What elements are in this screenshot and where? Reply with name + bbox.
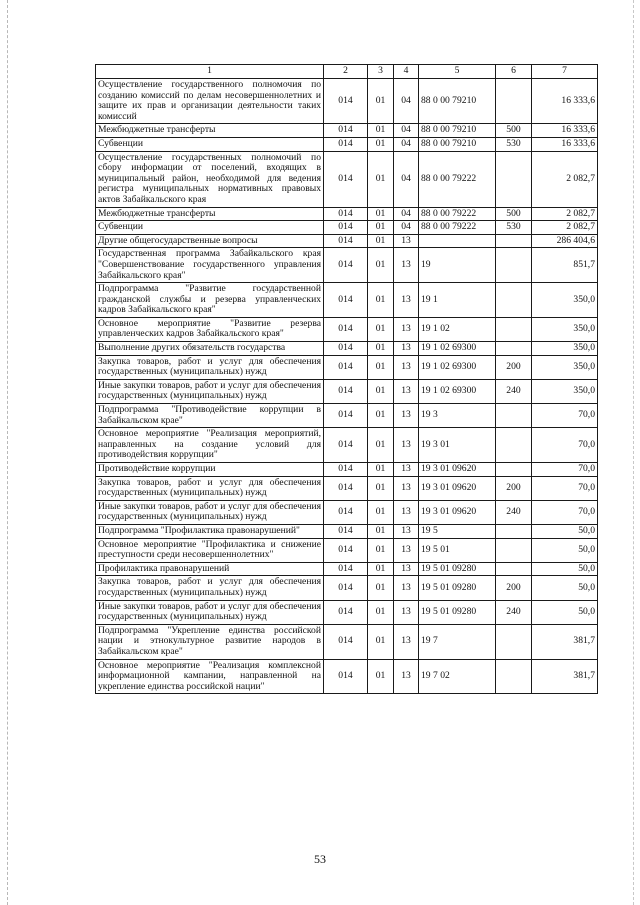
- row-ministry-code: 014: [324, 404, 368, 428]
- table-row: [96, 379, 598, 403]
- row-amount: 350,0: [532, 317, 598, 341]
- row-name: Основное мероприятие "Развитие резерва управленческих кадров Забайкальского края": [96, 317, 324, 341]
- row-target-article: 19 1 02: [419, 317, 496, 341]
- row-subsection: 13: [394, 379, 419, 403]
- row-expense-type: [496, 248, 532, 283]
- row-section: 01: [368, 600, 394, 624]
- row-name: Подпрограмма "Развитие государственной гражданской службы и резерва управленческих кадров Забайкальского края": [96, 283, 324, 318]
- table-row: [96, 624, 598, 659]
- row-section: 01: [368, 137, 394, 151]
- table-row: [96, 124, 598, 138]
- row-target-article: 19 5 01 09280: [419, 562, 496, 576]
- row-target-article: [419, 234, 496, 248]
- row-amount: 70,0: [532, 476, 598, 500]
- row-target-article: 19 3 01: [419, 428, 496, 463]
- table-row: [96, 463, 598, 477]
- header-col-3: 3: [368, 65, 394, 79]
- row-name: Противодействие коррупции: [96, 463, 324, 477]
- row-ministry-code: 014: [324, 500, 368, 524]
- row-ministry-code: 014: [324, 342, 368, 356]
- row-ministry-code: 014: [324, 355, 368, 379]
- row-target-article: 19 1 02 69300: [419, 355, 496, 379]
- row-target-article: 88 0 00 79222: [419, 207, 496, 221]
- row-ministry-code: 014: [324, 576, 368, 600]
- row-amount: 2 082,7: [532, 207, 598, 221]
- row-ministry-code: 014: [324, 476, 368, 500]
- row-section: 01: [368, 538, 394, 562]
- row-expense-type: 530: [496, 221, 532, 235]
- row-amount: 350,0: [532, 379, 598, 403]
- row-target-article: 19: [419, 248, 496, 283]
- row-section: 01: [368, 428, 394, 463]
- row-name: Выполнение других обязательств государства: [96, 342, 324, 356]
- row-ministry-code: 014: [324, 151, 368, 207]
- row-name: Подпрограмма "Противодействие коррупции в Забайкальском крае": [96, 404, 324, 428]
- row-subsection: 13: [394, 624, 419, 659]
- row-ministry-code: 014: [324, 283, 368, 318]
- row-target-article: 88 0 00 79210: [419, 79, 496, 124]
- row-target-article: 19 1 02 69300: [419, 342, 496, 356]
- row-target-article: 19 5: [419, 524, 496, 538]
- row-subsection: 13: [394, 538, 419, 562]
- row-subsection: 04: [394, 124, 419, 138]
- row-amount: 851,7: [532, 248, 598, 283]
- row-expense-type: [496, 428, 532, 463]
- table-row: [96, 562, 598, 576]
- row-section: 01: [368, 342, 394, 356]
- row-expense-type: [496, 562, 532, 576]
- row-expense-type: [496, 463, 532, 477]
- row-amount: 70,0: [532, 500, 598, 524]
- row-ministry-code: 014: [324, 538, 368, 562]
- table-row: [96, 500, 598, 524]
- row-amount: 70,0: [532, 428, 598, 463]
- row-section: 01: [368, 404, 394, 428]
- row-name: Подпрограмма "Укрепление единства российской нации и этнокультурное развитие народов в Забайкальском крае": [96, 624, 324, 659]
- row-amount: 350,0: [532, 342, 598, 356]
- row-expense-type: [496, 317, 532, 341]
- header-col-4: 4: [394, 65, 419, 79]
- header-col-6: 6: [496, 65, 532, 79]
- table-row: [96, 317, 598, 341]
- row-subsection: 04: [394, 151, 419, 207]
- table-row: [96, 524, 598, 538]
- row-subsection: 13: [394, 355, 419, 379]
- row-section: 01: [368, 124, 394, 138]
- row-target-article: 19 3 01 09620: [419, 476, 496, 500]
- row-ministry-code: 014: [324, 524, 368, 538]
- row-target-article: 19 1 02 69300: [419, 379, 496, 403]
- row-subsection: 04: [394, 207, 419, 221]
- row-expense-type: [496, 234, 532, 248]
- row-target-article: 19 7: [419, 624, 496, 659]
- row-amount: 50,0: [532, 600, 598, 624]
- row-section: 01: [368, 283, 394, 318]
- row-name: Субвенции: [96, 221, 324, 235]
- row-name: Закупка товаров, работ и услуг для обеспечения государственных (муниципальных) нужд: [96, 576, 324, 600]
- row-ministry-code: 014: [324, 207, 368, 221]
- table-row: [96, 576, 598, 600]
- row-section: 01: [368, 207, 394, 221]
- row-target-article: 19 5 01 09280: [419, 600, 496, 624]
- row-subsection: 13: [394, 476, 419, 500]
- table-row: [96, 151, 598, 207]
- row-ministry-code: 014: [324, 624, 368, 659]
- header-col-7: 7: [532, 65, 598, 79]
- row-amount: 16 333,6: [532, 79, 598, 124]
- row-section: 01: [368, 576, 394, 600]
- row-section: 01: [368, 221, 394, 235]
- table-row: [96, 600, 598, 624]
- row-expense-type: 240: [496, 500, 532, 524]
- row-subsection: 13: [394, 500, 419, 524]
- row-subsection: 13: [394, 234, 419, 248]
- row-ministry-code: 014: [324, 379, 368, 403]
- row-amount: 50,0: [532, 538, 598, 562]
- row-target-article: 88 0 00 79222: [419, 151, 496, 207]
- row-expense-type: 240: [496, 379, 532, 403]
- row-name: Осуществление государственных полномочий по сбору информации от поселений, входящих в муниципальный район, необходимой для ведения регистра муниципальных нормативных правовых актов Забайкальского края: [96, 151, 324, 207]
- row-section: 01: [368, 463, 394, 477]
- row-subsection: 13: [394, 576, 419, 600]
- table-row: [96, 207, 598, 221]
- row-amount: 50,0: [532, 562, 598, 576]
- row-target-article: 19 1: [419, 283, 496, 318]
- row-amount: 381,7: [532, 624, 598, 659]
- table-row: [96, 428, 598, 463]
- row-section: 01: [368, 500, 394, 524]
- row-name: Основное мероприятие "Реализация комплексной информационной кампании, направленной на укрепление единства российской нации": [96, 659, 324, 694]
- row-expense-type: 200: [496, 576, 532, 600]
- row-ministry-code: 014: [324, 463, 368, 477]
- table-row: [96, 404, 598, 428]
- row-name: Субвенции: [96, 137, 324, 151]
- row-subsection: 04: [394, 137, 419, 151]
- row-amount: 70,0: [532, 463, 598, 477]
- row-name: Подпрограмма "Профилактика правонарушений": [96, 524, 324, 538]
- row-expense-type: [496, 624, 532, 659]
- row-ministry-code: 014: [324, 234, 368, 248]
- row-name: Осуществление государственного полномочия по созданию комиссий по делам несовершеннолетних и защите их прав и организации деятельности таких комиссий: [96, 79, 324, 124]
- header-col-2: 2: [324, 65, 368, 79]
- row-target-article: 19 3: [419, 404, 496, 428]
- row-name: Иные закупки товаров, работ и услуг для обеспечения государственных (муниципальных) нужд: [96, 379, 324, 403]
- row-name: Иные закупки товаров, работ и услуг для обеспечения государственных (муниципальных) нужд: [96, 500, 324, 524]
- row-subsection: 13: [394, 283, 419, 318]
- row-name: Основное мероприятие "Реализация мероприятий, направленных на создание условий для противодействия коррупции": [96, 428, 324, 463]
- row-expense-type: [496, 538, 532, 562]
- row-expense-type: 240: [496, 600, 532, 624]
- row-section: 01: [368, 562, 394, 576]
- table-row: [96, 355, 598, 379]
- table-row: [96, 342, 598, 356]
- row-ministry-code: 014: [324, 248, 368, 283]
- row-section: 01: [368, 248, 394, 283]
- row-expense-type: [496, 404, 532, 428]
- row-subsection: 13: [394, 562, 419, 576]
- row-expense-type: 200: [496, 476, 532, 500]
- row-expense-type: [496, 151, 532, 207]
- row-subsection: 13: [394, 659, 419, 694]
- row-section: 01: [368, 79, 394, 124]
- row-name: Государственная программа Забайкальского края "Совершенствование государственного управления Забайкальского края": [96, 248, 324, 283]
- header-col-1: 1: [96, 65, 324, 79]
- table-row: [96, 79, 598, 124]
- table-row: [96, 248, 598, 283]
- row-ministry-code: 014: [324, 428, 368, 463]
- row-name: Другие общегосударственные вопросы: [96, 234, 324, 248]
- row-name: Основное мероприятие "Профилактика и снижение преступности среди несовершеннолетних": [96, 538, 324, 562]
- row-subsection: 13: [394, 248, 419, 283]
- row-expense-type: [496, 283, 532, 318]
- row-ministry-code: 014: [324, 317, 368, 341]
- row-expense-type: [496, 79, 532, 124]
- row-amount: 16 333,6: [532, 124, 598, 138]
- row-target-article: 88 0 00 79210: [419, 137, 496, 151]
- row-name: Закупка товаров, работ и услуг для обеспечения государственных (муниципальных) нужд: [96, 355, 324, 379]
- row-ministry-code: 014: [324, 659, 368, 694]
- budget-table: [95, 64, 598, 694]
- row-section: 01: [368, 624, 394, 659]
- row-target-article: 19 3 01 09620: [419, 463, 496, 477]
- table-row: [96, 234, 598, 248]
- row-section: 01: [368, 476, 394, 500]
- row-subsection: 04: [394, 221, 419, 235]
- row-subsection: 13: [394, 463, 419, 477]
- row-section: 01: [368, 659, 394, 694]
- row-ministry-code: 014: [324, 221, 368, 235]
- header-col-5: 5: [419, 65, 496, 79]
- table-row: [96, 221, 598, 235]
- row-subsection: 13: [394, 317, 419, 341]
- table-row: [96, 137, 598, 151]
- row-subsection: 04: [394, 79, 419, 124]
- row-name: Профилактика правонарушений: [96, 562, 324, 576]
- row-expense-type: 200: [496, 355, 532, 379]
- row-section: 01: [368, 317, 394, 341]
- row-target-article: 19 5 01 09280: [419, 576, 496, 600]
- row-amount: 2 082,7: [532, 151, 598, 207]
- row-subsection: 13: [394, 342, 419, 356]
- row-amount: 70,0: [532, 404, 598, 428]
- row-expense-type: [496, 524, 532, 538]
- row-subsection: 13: [394, 524, 419, 538]
- table-row: [96, 476, 598, 500]
- row-name: Закупка товаров, работ и услуг для обеспечения государственных (муниципальных) нужд: [96, 476, 324, 500]
- row-target-article: 19 3 01 09620: [419, 500, 496, 524]
- row-section: 01: [368, 355, 394, 379]
- page-number: 53: [314, 852, 326, 866]
- row-ministry-code: 014: [324, 124, 368, 138]
- row-amount: 286 404,6: [532, 234, 598, 248]
- row-subsection: 13: [394, 404, 419, 428]
- page-edge-right: [633, 0, 634, 905]
- row-section: 01: [368, 234, 394, 248]
- row-target-article: 88 0 00 79222: [419, 221, 496, 235]
- row-amount: 50,0: [532, 524, 598, 538]
- row-amount: 350,0: [532, 355, 598, 379]
- row-amount: 381,7: [532, 659, 598, 694]
- table-row: [96, 659, 598, 694]
- row-section: 01: [368, 524, 394, 538]
- row-target-article: 88 0 00 79210: [419, 124, 496, 138]
- row-amount: 2 082,7: [532, 221, 598, 235]
- row-expense-type: 500: [496, 124, 532, 138]
- row-name: Межбюджетные трансферты: [96, 124, 324, 138]
- row-section: 01: [368, 151, 394, 207]
- table-body: [96, 65, 598, 694]
- row-target-article: 19 5 01: [419, 538, 496, 562]
- row-ministry-code: 014: [324, 600, 368, 624]
- row-amount: 16 333,6: [532, 137, 598, 151]
- row-ministry-code: 014: [324, 79, 368, 124]
- row-name: Межбюджетные трансферты: [96, 207, 324, 221]
- row-ministry-code: 014: [324, 562, 368, 576]
- row-expense-type: 500: [496, 207, 532, 221]
- row-amount: 350,0: [532, 283, 598, 318]
- row-target-article: 19 7 02: [419, 659, 496, 694]
- row-amount: 50,0: [532, 576, 598, 600]
- row-section: 01: [368, 379, 394, 403]
- row-expense-type: 530: [496, 137, 532, 151]
- row-expense-type: [496, 342, 532, 356]
- row-ministry-code: 014: [324, 137, 368, 151]
- table-header-row: [96, 65, 598, 79]
- row-subsection: 13: [394, 600, 419, 624]
- table-row: [96, 538, 598, 562]
- page-edge-left: [7, 0, 8, 905]
- row-subsection: 13: [394, 428, 419, 463]
- table-row: [96, 283, 598, 318]
- row-expense-type: [496, 659, 532, 694]
- row-name: Иные закупки товаров, работ и услуг для обеспечения государственных (муниципальных) нужд: [96, 600, 324, 624]
